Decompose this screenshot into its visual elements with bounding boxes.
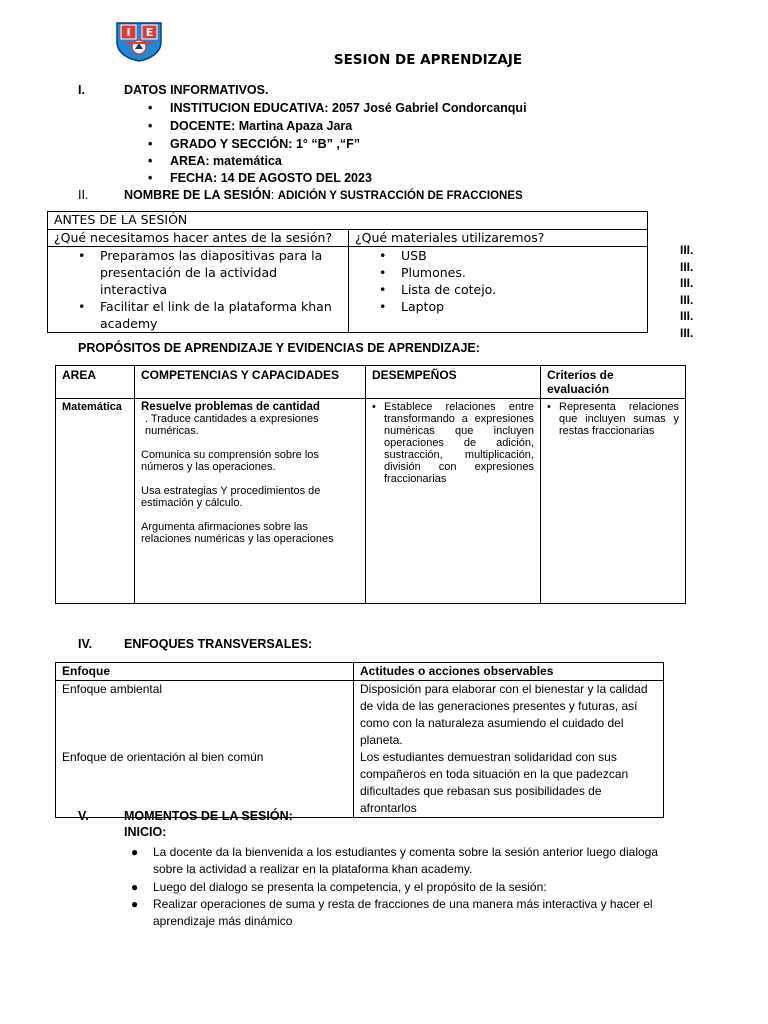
- list-item: • Preparamos las diapositivas para la presentación de la actividad interactiva: [54, 247, 342, 298]
- section-5-title: MOMENTOS DE LA SESIÓN:: [124, 809, 293, 823]
- session-name: NOMBRE DE LA SESIÓN: ADICIÓN Y SUSTRACCIÓN DE FRACCIONES: [124, 188, 523, 202]
- roman-marker: III.: [680, 276, 694, 290]
- section-2-number: II.: [78, 188, 89, 202]
- header-actitudes: Actitudes o acciones observables: [354, 663, 664, 681]
- antes-col1-header: ¿Qué necesitamos hacer antes de la sesión?: [48, 230, 349, 247]
- actitud-cell: Disposición para elaborar con el bienestar y la calidad de vida de las generaciones presentes y futuras, así como con la naturaleza asumiendo el cuidado del planeta.: [354, 681, 664, 750]
- info-item: [148, 154, 282, 168]
- section-5-subtitle: INICIO:: [124, 825, 167, 839]
- actitud-cell: Los estudiantes demuestran solidaridad con sus compañeros en toda situación en la que padezcan dificultades que rebasan sus posibilidades de afrontarlos: [354, 749, 664, 818]
- section-3-title: PROPÓSITOS DE APRENDIZAJE Y EVIDENCIAS DE APRENDIZAJE:: [78, 341, 480, 355]
- header-area: AREA: [56, 366, 135, 399]
- roman-marker: III.: [680, 325, 694, 340]
- bullet-icon: •: [148, 154, 153, 168]
- antes-col2-cell: [349, 247, 648, 333]
- info-item-text: DOCENTE: Martina Apaza Jara: [170, 119, 353, 133]
- section-1-number: I.: [78, 83, 85, 97]
- enfoques-table: [55, 662, 664, 818]
- bullet-icon: •: [148, 119, 153, 133]
- roman-marker: III.: [680, 292, 694, 307]
- info-item: [148, 137, 360, 151]
- list-item: • USB: [355, 247, 641, 264]
- roman-marker: III.: [680, 259, 694, 274]
- section-4-title: ENFOQUES TRANSVERSALES:: [124, 637, 313, 651]
- list-item: • Representa relaciones que incluyen sumas y restas fraccionarias: [547, 401, 679, 437]
- antes-col2-header: ¿Qué materiales utilizaremos?: [349, 230, 648, 247]
- capacidad: Comunica su comprensión sobre los números y las operaciones.: [141, 449, 319, 473]
- antes-title: ANTES DE LA SESIÓN: [48, 212, 648, 230]
- section-5-number: V.: [78, 809, 89, 823]
- roman-marker: III.: [680, 243, 694, 257]
- list-item: [131, 896, 681, 930]
- enfoque-cell: Enfoque ambiental: [56, 681, 354, 750]
- section-4-number: IV.: [78, 637, 93, 651]
- info-item-text: GRADO Y SECCIÓN: 1° “B” ,“F”: [170, 137, 360, 151]
- info-item: [148, 171, 372, 185]
- criterios-cell: [541, 399, 686, 604]
- header-enfoque: Enfoque: [56, 663, 354, 681]
- bullet-icon: •: [148, 101, 153, 115]
- info-item-text: AREA: matemática: [170, 154, 282, 168]
- list-item-text: Luego del dialogo se presenta la competencia, y el propósito de la sesión:: [153, 880, 547, 894]
- list-item-text: Realizar operaciones de suma y resta de fracciones de una manera más interactiva y hacer el aprendizaje más dinámico: [153, 897, 653, 928]
- info-item: [148, 119, 352, 133]
- roman-marker: III.: [680, 309, 694, 323]
- list-item: • Plumones.: [355, 264, 641, 281]
- info-item-text: FECHA: 14 DE AGOSTO DEL 2023: [170, 171, 372, 185]
- area-cell: Matemática: [56, 399, 135, 604]
- list-item: [131, 879, 681, 896]
- logo-letter-e: E: [145, 26, 154, 39]
- info-item-text: INSTITUCION EDUCATIVA: 2057 José Gabriel Condorcanqui: [170, 101, 527, 115]
- bullet-icon: ●: [131, 897, 139, 911]
- capacidad: Argumenta afirmaciones sobre las relaciones numéricas y las operaciones: [141, 521, 334, 545]
- enfoque-cell: Enfoque de orientación al bien común: [56, 749, 354, 818]
- bullet-icon: •: [148, 171, 153, 185]
- competencias-cell: [135, 399, 366, 604]
- header-desempenos: DESEMPEÑOS: [366, 366, 541, 399]
- bullet-icon: ●: [131, 845, 139, 859]
- antes-table: [47, 211, 648, 333]
- logo-letter-i: I: [126, 26, 131, 39]
- list-item: • Facilitar el link de la plataforma khan academy: [54, 298, 342, 332]
- propositos-table: [55, 365, 686, 604]
- info-item: [148, 101, 527, 115]
- page-title: SESION DE APRENDIZAJE: [333, 52, 523, 68]
- capacidad: . Traduce cantidades a expresiones numéricas.: [145, 413, 319, 437]
- bullet-icon: ●: [131, 880, 139, 894]
- list-item: [131, 844, 681, 878]
- competencia-title: Resuelve problemas de cantidad: [141, 401, 320, 413]
- section-1-title: DATOS INFORMATIVOS.: [124, 83, 269, 97]
- list-item: • Establece relaciones entre transformando a expresiones numéricas que incluyen operaciones de adición, sustracción, multiplicación, división con expresiones fraccionarias: [372, 401, 534, 485]
- session-name-value: ADICIÓN Y SUSTRACCIÓN DE FRACCIONES: [277, 190, 523, 202]
- list-item-text: La docente da la bienvenida a los estudiantes y comenta sobre la sesión anterior luego dialoga sobre la actividad a realizar en la plataforma khan academy.: [153, 845, 659, 876]
- bullet-icon: •: [148, 137, 153, 151]
- header-competencias: COMPETENCIAS Y CAPACIDADES: [135, 366, 366, 399]
- header-criterios: Criterios de evaluación: [541, 366, 686, 399]
- roman-markers: [680, 242, 693, 341]
- list-item: • Lista de cotejo.: [355, 281, 641, 298]
- capacidad: Usa estrategias Y procedimientos de estimación y cálculo.: [141, 485, 321, 509]
- session-name-label: NOMBRE DE LA SESIÓN: [124, 188, 271, 202]
- antes-col1-cell: [48, 247, 349, 333]
- desempenos-cell: [366, 399, 541, 604]
- list-item: • Laptop: [355, 298, 641, 315]
